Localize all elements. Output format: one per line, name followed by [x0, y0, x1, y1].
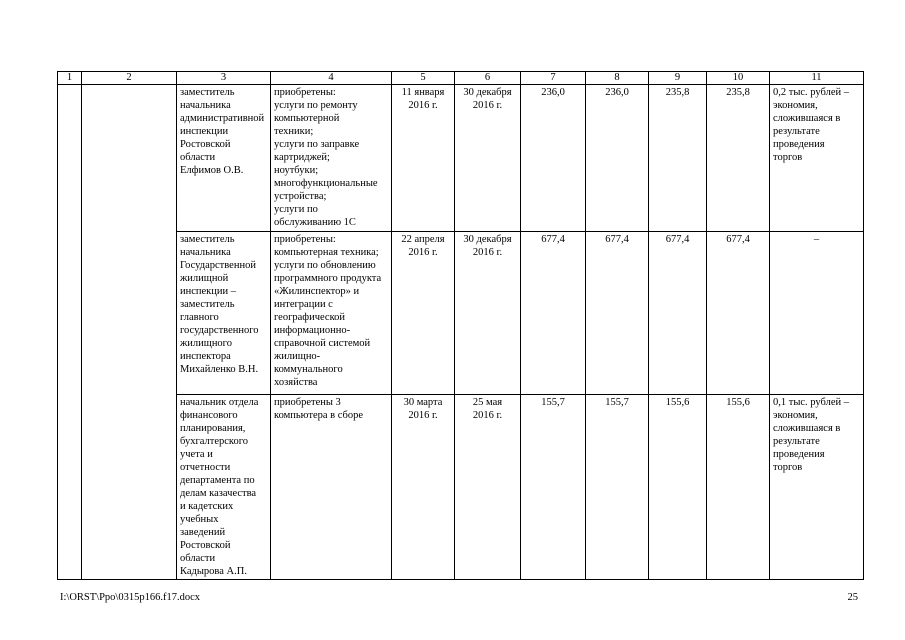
- table-row: [58, 395, 864, 580]
- column-number: 11: [770, 72, 864, 85]
- end-date-cell: 30 декабря 2016 г.: [455, 232, 521, 395]
- column-number: 5: [392, 72, 455, 85]
- file-path: I:\ORST\Ppo\0315p166.f17.docx: [60, 592, 201, 603]
- value-cell: 155,6: [649, 395, 707, 580]
- value-cell: 235,8: [707, 85, 770, 232]
- purchase-description-cell: приобретены: услуги по ремонту компьютерной техники; услуги по заправке картриджей; ноутбуки; многофункциональные устройства; услуги по обслуживанию 1С: [271, 85, 392, 232]
- start-date-cell: 30 марта 2016 г.: [392, 395, 455, 580]
- value-cell: 236,0: [521, 85, 586, 232]
- value-cell: 155,7: [521, 395, 586, 580]
- value-cell: 677,4: [707, 232, 770, 395]
- empty-cell: [58, 85, 82, 580]
- page-number: 25: [847, 592, 858, 603]
- table-row: [58, 232, 864, 395]
- start-date-cell: 11 января 2016 г.: [392, 85, 455, 232]
- column-number-row: [58, 72, 864, 85]
- start-date-cell: 22 апреля 2016 г.: [392, 232, 455, 395]
- purchase-description-cell: приобретены 3 компьютера в сборе: [271, 395, 392, 580]
- column-number: 10: [707, 72, 770, 85]
- table-row: [58, 85, 864, 232]
- value-cell: 236,0: [586, 85, 649, 232]
- official-cell: начальник отдела финансового планирования, бухгалтерского учета и отчетности департамента по делам казачества и кадетских учебных заведений Ростовской области Кадырова А.П.: [177, 395, 271, 580]
- column-number: 8: [586, 72, 649, 85]
- column-number: 6: [455, 72, 521, 85]
- empty-cell: [82, 85, 177, 580]
- column-number: 9: [649, 72, 707, 85]
- note-cell: –: [770, 232, 864, 395]
- value-cell: 677,4: [521, 232, 586, 395]
- value-cell: 155,7: [586, 395, 649, 580]
- column-number: 7: [521, 72, 586, 85]
- value-cell: 155,6: [707, 395, 770, 580]
- official-cell: заместитель начальника административной инспекции Ростовской области Елфимов О.В.: [177, 85, 271, 232]
- column-number: 1: [58, 72, 82, 85]
- value-cell: 235,8: [649, 85, 707, 232]
- value-cell: 677,4: [586, 232, 649, 395]
- note-cell: 0,2 тыс. рублей – экономия, сложившаяся в результате проведения торгов: [770, 85, 864, 232]
- report-table: [57, 71, 864, 580]
- column-number: 3: [177, 72, 271, 85]
- end-date-cell: 30 декабря 2016 г.: [455, 85, 521, 232]
- end-date-cell: 25 мая 2016 г.: [455, 395, 521, 580]
- note-cell: 0,1 тыс. рублей – экономия, сложившаяся в результате проведения торгов: [770, 395, 864, 580]
- official-cell: заместитель начальника Государственной жилищной инспекции – заместитель главного государственного жилищного инспектора Михайленко В.Н.: [177, 232, 271, 395]
- column-number: 4: [271, 72, 392, 85]
- value-cell: 677,4: [649, 232, 707, 395]
- column-number: 2: [82, 72, 177, 85]
- purchase-description-cell: приобретены: компьютерная техника; услуги по обновлению программного продукта «Жилинспектор» и интеграции с географической информационно- справочной системой жилищно- коммунального хозяйства: [271, 232, 392, 395]
